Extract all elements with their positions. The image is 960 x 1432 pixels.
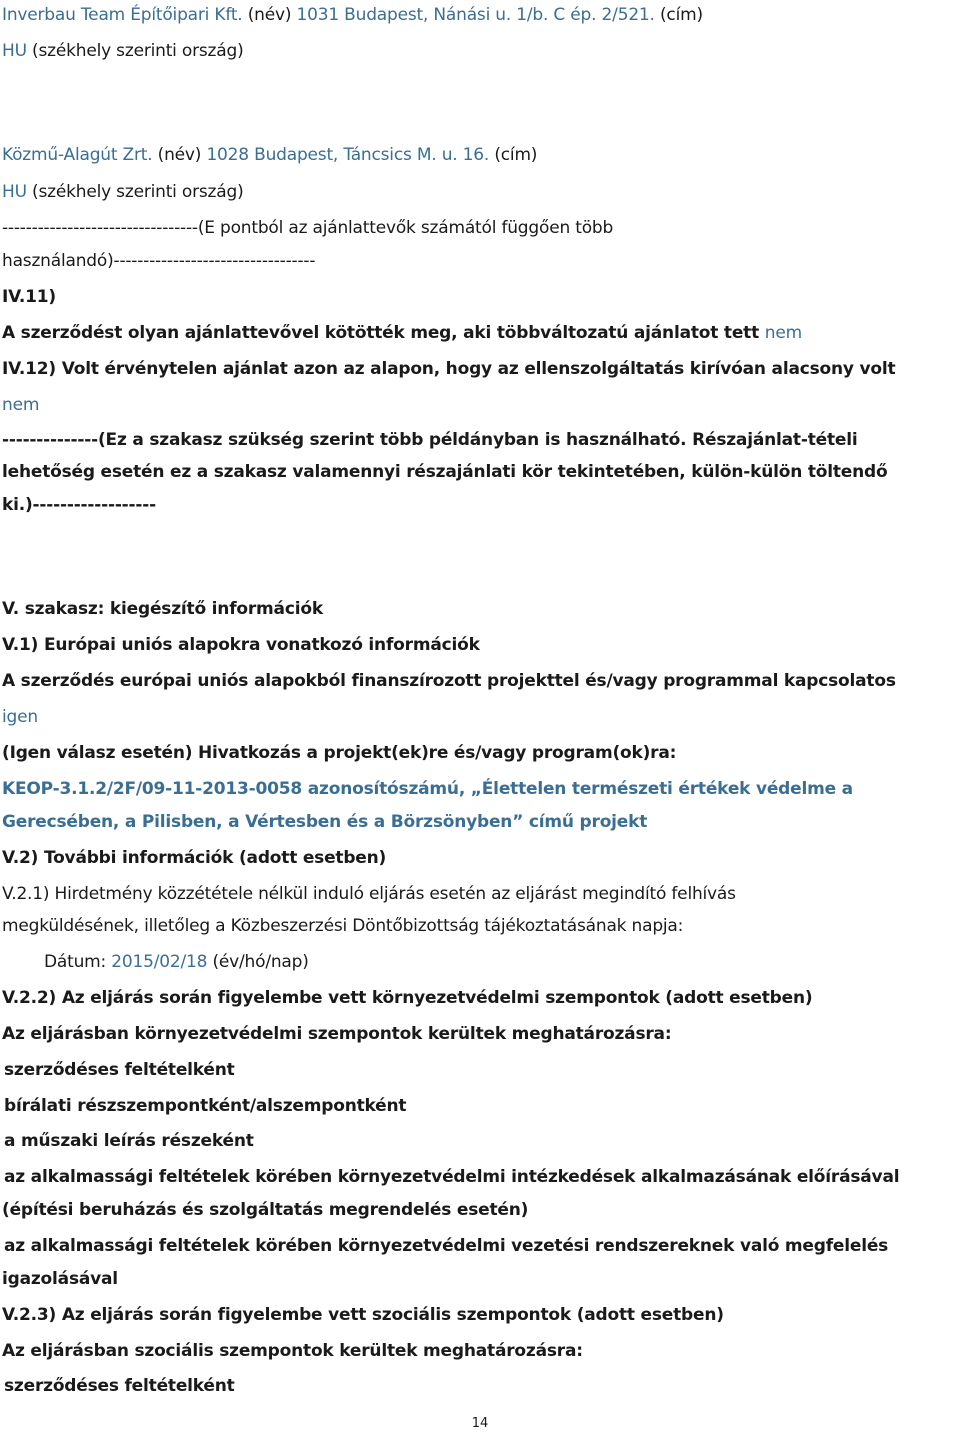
separator-multi-line1: --------------(Ez a szakasz szükség szerint több példányban is használható. Részajánlat-tételi [2, 430, 858, 450]
v1-answer: igen [2, 707, 38, 727]
v1-question: A szerződés európai uniós alapokból finanszírozott projekttel és/vagy programmal kapcsolatos [2, 671, 896, 691]
v22-item: a műszaki leírás részeként [4, 1131, 254, 1151]
v22-item: szerződéses feltételként [4, 1060, 235, 1080]
v22-item-continuation: igazolásával [2, 1269, 118, 1289]
v23-heading: V.2.3) Az eljárás során figyelembe vett szociális szempontok (adott esetben) [2, 1305, 724, 1325]
v23-intro: Az eljárásban szociális szempontok kerültek meghatározásra: [2, 1341, 583, 1361]
inverbau-name-line [2, 3, 703, 27]
kozmu-country-tag: (székhely szerinti ország) [32, 182, 244, 202]
v1-reference-line2: Gerecsében, a Pilisben, a Vértesben és a Börzsönyben” című projekt [2, 812, 648, 832]
iv11-answer: nem [764, 323, 802, 343]
kozmu-name: Közmű-Alagút Zrt. [2, 145, 153, 165]
section-v-title: V. szakasz: kiegészítő információk [2, 599, 323, 619]
kozmu-address: 1028 Budapest, Táncsics M. u. 16. [206, 145, 490, 165]
iv12-answer: nem [2, 395, 40, 415]
kozmu-name-line [2, 143, 537, 167]
v21-line1: V.2.1) Hirdetmény közzététele nélkül induló eljárás esetén az eljárást megindító felhívás [2, 884, 736, 904]
inverbau-country-line [2, 39, 244, 63]
v22-item: bírálati részszempontként/alszempontként [4, 1096, 407, 1116]
separator-multi-line3: ki.)------------------ [2, 495, 156, 515]
iv12-text: IV.12) Volt érvénytelen ajánlat azon az alapon, hogy az ellenszolgáltatás kirívóan alacsony volt [2, 359, 896, 379]
v1-heading: V.1) Európai uniós alapokra vonatkozó információk [2, 635, 480, 655]
date-value: 2015/02/18 [111, 952, 208, 972]
date-format: (év/hó/nap) [212, 952, 309, 972]
v22-heading: V.2.2) Az eljárás során figyelembe vett környezetvédelmi szempontok (adott esetben) [2, 988, 813, 1008]
v1-reference-label: (Igen válasz esetén) Hivatkozás a projekt(ek)re és/vagy program(ok)ra: [2, 743, 677, 763]
iv11-line [2, 321, 802, 345]
kozmu-country-line [2, 180, 244, 204]
v22-intro: Az eljárásban környezetvédelmi szempontok kerültek meghatározásra: [2, 1024, 672, 1044]
v23-item: szerződéses feltételként [4, 1376, 235, 1396]
date-line [44, 950, 309, 974]
inverbau-address: 1031 Budapest, Nánási u. 1/b. C ép. 2/521. [296, 5, 655, 25]
v22-item: az alkalmassági feltételek körében környezetvédelmi intézkedések alkalmazásának előírásával [4, 1167, 900, 1187]
v22-item-continuation: (építési beruházás és szolgáltatás megrendelés esetén) [2, 1200, 529, 1220]
kozmu-country-code: HU [2, 182, 27, 202]
inverbau-address-tag: (cím) [659, 5, 703, 25]
iv11-text: A szerződést olyan ajánlattevővel kötötték meg, aki többváltozatú ajánlatot tett [2, 323, 760, 343]
v22-item: az alkalmassági feltételek körében környezetvédelmi vezetési rendszereknek való megfelelés [4, 1236, 889, 1256]
page-number: 14 [471, 1416, 489, 1431]
date-label: Dátum: [44, 952, 107, 972]
inverbau-name-tag: (név) [247, 5, 292, 25]
kozmu-address-tag: (cím) [494, 145, 538, 165]
v21-line2: megküldésének, illetőleg a Közbeszerzési Döntőbizottság tájékoztatásának napja: [2, 916, 684, 936]
separator-e-line1: ---------------------------------(E pontból az ajánlattevők számától függően több [2, 218, 614, 238]
inverbau-name: Inverbau Team Építőipari Kft. [2, 5, 243, 25]
inverbau-country-code: HU [2, 41, 27, 61]
separator-e-line2: használandó)---------------------------------- [2, 251, 316, 271]
inverbau-country-tag: (székhely szerinti ország) [32, 41, 244, 61]
iv11-heading: IV.11) [2, 287, 56, 307]
v2-heading: V.2) További információk (adott esetben) [2, 848, 387, 868]
kozmu-name-tag: (név) [157, 145, 202, 165]
v1-reference-line1: KEOP-3.1.2/2F/09-11-2013-0058 azonosítószámú, „Élettelen természeti értékek védelme a [2, 779, 853, 799]
separator-multi-line2: lehetőség esetén ez a szakasz valamennyi részajánlati kör tekintetében, külön-külön töltendő [2, 462, 888, 482]
